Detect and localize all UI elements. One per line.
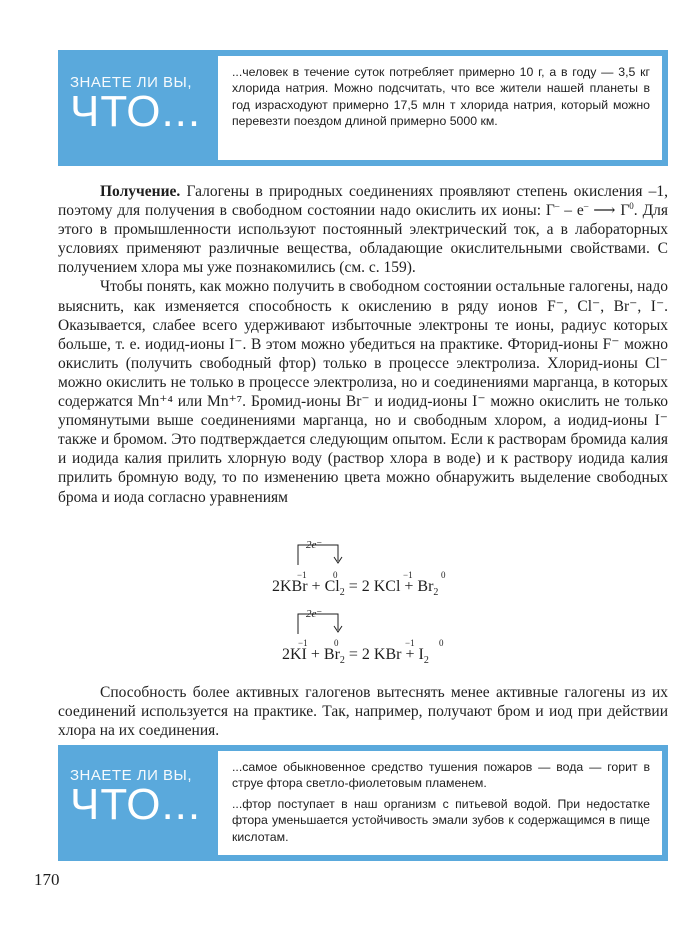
paragraph-halogen-oxidation: Чтобы понять, как можно получить в свободном состоянии остальные галогены, надо выяснить, как изменяется способность к окислению в ряду ионов F⁻, Cl⁻, Br⁻, I⁻. Оказывается, слабее всего удерживают избыточные электроны те ионы, радиус которых больше, т. е. иодид-ионы I⁻. В этом можно убедиться на практике. Фторид-ионы F⁻ можно окислить (получить свободный фтор) только в процессе электролиза. Хлорид-ионы Cl⁻ можно окислить не только в процессе электролиза, но и соединениями марганца, в которых содержатся Mn⁺⁴ или Mn⁺⁷. Бромид-ионы Br⁻ и иодид-ионы I⁻ можно окислить не только упомянутыми выше соединениями марганца, но и свободным хлором, а иодид-ионы I⁻ также и бромом. Это подтверждается следующим опытом. Если к растворам бромида калия и иодида калия прилить хлорную воду (раствор хлора в воде) и к раствору иодида калия прилить бромную воду, то по изменению цвета можно обнаружить выделение свободных брома и иода согласно уравнениям (58, 278, 668, 506)
oxidation-state: −1 (297, 570, 307, 580)
did-you-know-fact: ...самое обыкновенное средство тушения пожаров — вода — горит в струе фтора светло-фиолетовым пламенем. (232, 760, 650, 791)
did-you-know-label (70, 767, 220, 828)
label-line-1: ЗНАЕТЕ ЛИ ВЫ, (70, 767, 192, 784)
oxidation-state: 0 (439, 638, 444, 648)
oxidation-state: −1 (298, 638, 308, 648)
page-number: 170 (34, 870, 60, 889)
did-you-know-label (70, 74, 220, 135)
main-text (58, 182, 668, 507)
electron-transfer-label: 2e⁻ (306, 608, 323, 620)
electron-transfer-arrow (294, 610, 354, 636)
oxidation-state: 0 (334, 638, 339, 648)
section-heading: Получение. (100, 183, 181, 200)
main-text-continued (58, 683, 668, 740)
paragraph-displacement: Способность более активных галогенов вытеснять менее активные галогены из их соединений используется на практике. Так, например, получают бром и иод при действии хлора на их соединения. (58, 684, 668, 740)
oxidation-state: −1 (403, 570, 413, 580)
chemical-equation: $2KI + Br_2 = 2$ KBr + $I_2$ (282, 646, 429, 667)
label-line-2: ЧТО... (70, 780, 202, 829)
did-you-know-fact: ...человек в течение суток потребляет примерно 10 г, а в году — 3,5 кг хлорида натрия. Можно подсчитать, что все жители нашей планеты в год израсходуют примерно 17,5 млн т хлорида натрия, который можно перевезти поездом длиной примерно 5000 км. (232, 65, 650, 129)
label-line-2: ЧТО... (70, 87, 202, 136)
oxidation-state: 0 (441, 570, 446, 580)
oxidation-state: −1 (405, 638, 415, 648)
electron-transfer-arrow (294, 541, 354, 567)
electron-transfer-label: 2e⁻ (306, 539, 323, 551)
label-line-1: ЗНАЕТЕ ЛИ ВЫ, (70, 74, 192, 91)
did-you-know-box-1 (58, 50, 668, 166)
paragraph-obtaining: Получение. Галогены в природных соединениях проявляют степень окисления –1, поэтому для получения в свободном состоянии надо окислить их ионы: Г– – e– ⟶ $Г^0$. Для этого в промышленности используют постоянный электрический ток, а в лабораторных условиях применяют различные вещества, обладающие окислительными свойствами. С получением хлора мы уже познакомились (см. с. 159). (58, 183, 669, 277)
oxidation-state: 0 (333, 570, 338, 580)
did-you-know-box-2 (58, 745, 668, 861)
did-you-know-text-panel (218, 56, 662, 160)
did-you-know-fact: ...фтор поступает в наш организм с питьевой водой. При недостатке фтора уменьшается устойчивость эмали зубов к содержащимся в пище кислотам. (232, 796, 650, 844)
chemical-equation: $2KBr + Cl_2 = 2$ KCl + $Br_2$ (272, 578, 439, 599)
did-you-know-text-panel (218, 751, 662, 855)
